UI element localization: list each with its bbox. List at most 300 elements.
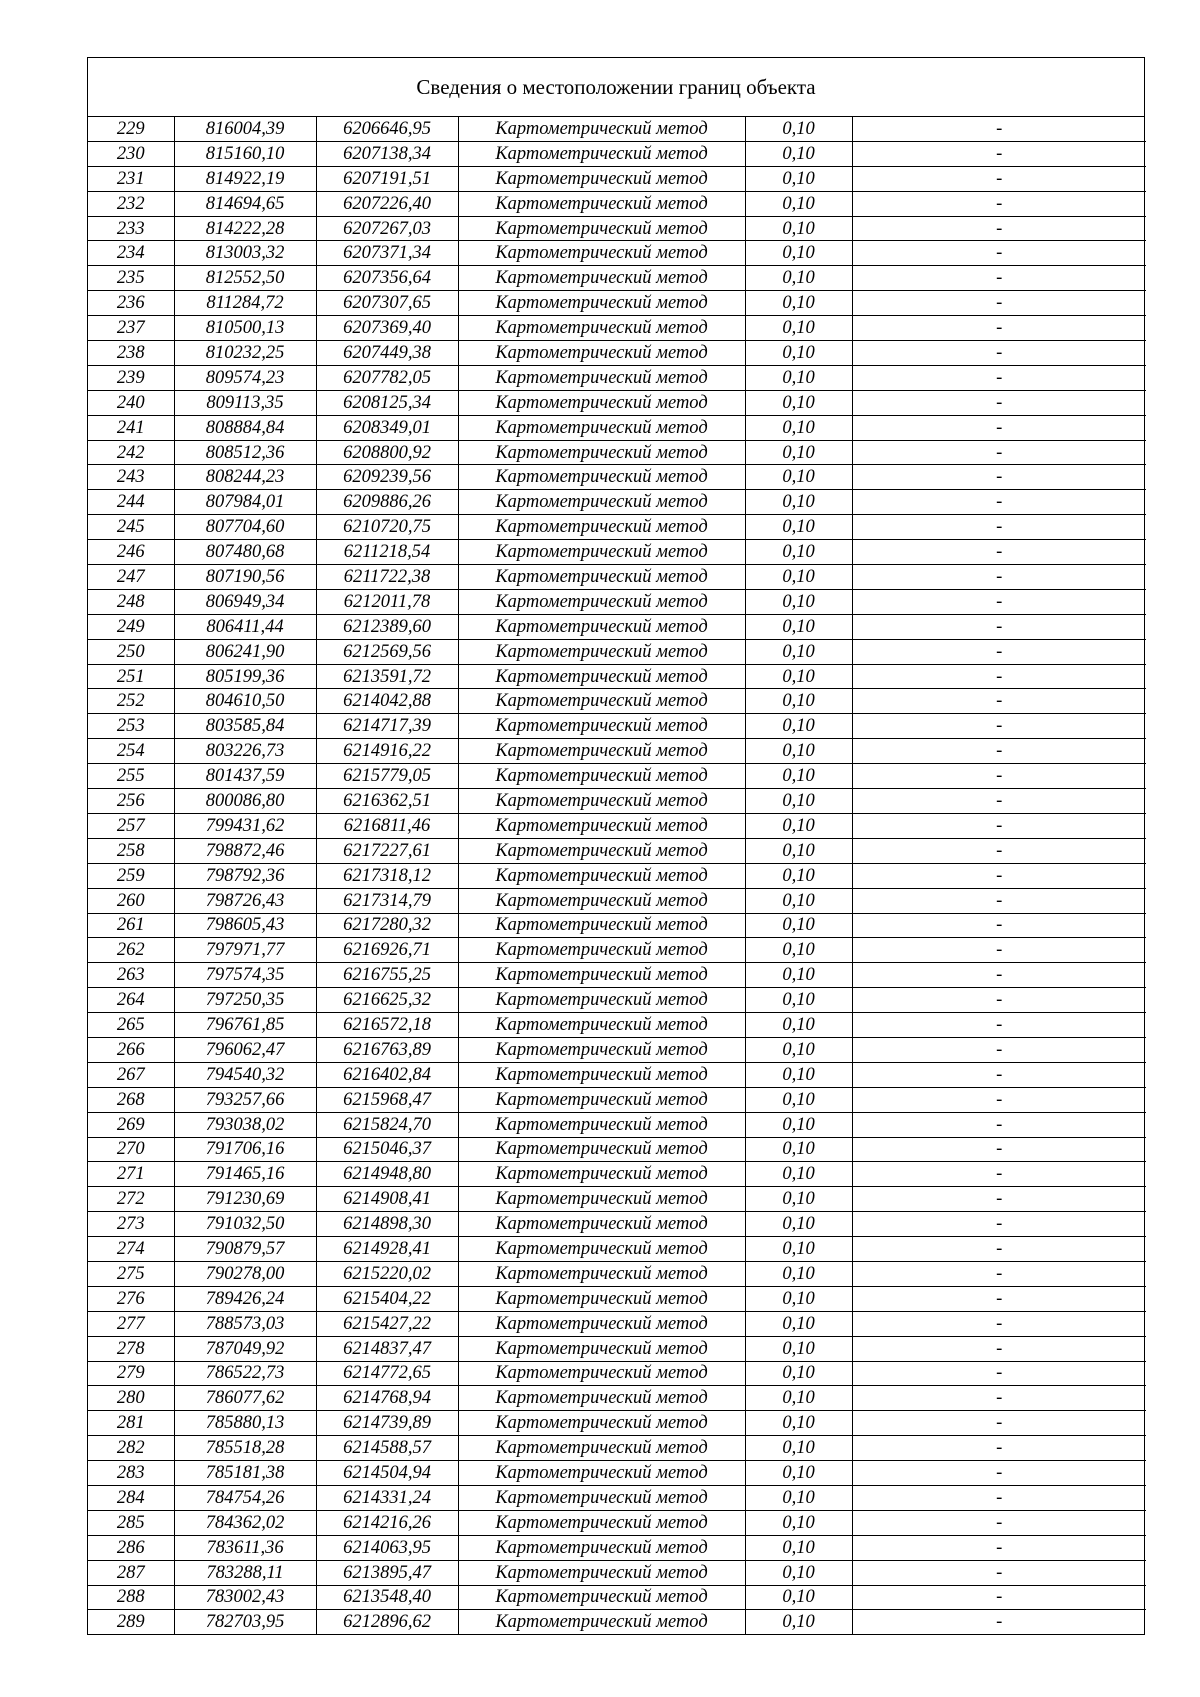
y-coordinate-cell: 6207369,40 bbox=[316, 316, 458, 341]
y-coordinate-cell: 6209886,26 bbox=[316, 490, 458, 515]
y-coordinate-cell: 6214916,22 bbox=[316, 739, 458, 764]
x-coordinate-cell: 791230,69 bbox=[174, 1187, 316, 1212]
method-cell: Картометрический метод bbox=[458, 1311, 745, 1336]
table-row bbox=[88, 191, 1146, 216]
description-cell: - bbox=[852, 1461, 1146, 1486]
description-cell: - bbox=[852, 639, 1146, 664]
y-coordinate-cell: 6214504,94 bbox=[316, 1461, 458, 1486]
x-coordinate-cell: 807984,01 bbox=[174, 490, 316, 515]
method-cell: Картометрический метод bbox=[458, 291, 745, 316]
description-cell: - bbox=[852, 1112, 1146, 1137]
boundary-table-sheet bbox=[87, 57, 1145, 1635]
method-cell: Картометрический метод bbox=[458, 1037, 745, 1062]
description-cell: - bbox=[852, 1037, 1146, 1062]
accuracy-cell: 0,10 bbox=[745, 266, 852, 291]
point-number-cell: 260 bbox=[88, 888, 174, 913]
table-row bbox=[88, 714, 1146, 739]
description-cell: - bbox=[852, 1510, 1146, 1535]
method-cell: Картометрический метод bbox=[458, 639, 745, 664]
point-number-cell: 267 bbox=[88, 1062, 174, 1087]
accuracy-cell: 0,10 bbox=[745, 241, 852, 266]
x-coordinate-cell: 801437,59 bbox=[174, 764, 316, 789]
method-cell: Картометрический метод bbox=[458, 1062, 745, 1087]
point-number-cell: 282 bbox=[88, 1436, 174, 1461]
x-coordinate-cell: 786522,73 bbox=[174, 1361, 316, 1386]
point-number-cell: 276 bbox=[88, 1286, 174, 1311]
point-number-cell: 250 bbox=[88, 639, 174, 664]
table-row bbox=[88, 465, 1146, 490]
accuracy-cell: 0,10 bbox=[745, 1560, 852, 1585]
y-coordinate-cell: 6209239,56 bbox=[316, 465, 458, 490]
x-coordinate-cell: 790879,57 bbox=[174, 1237, 316, 1262]
x-coordinate-cell: 816004,39 bbox=[174, 117, 316, 141]
table-row bbox=[88, 863, 1146, 888]
x-coordinate-cell: 784362,02 bbox=[174, 1510, 316, 1535]
method-cell: Картометрический метод bbox=[458, 1162, 745, 1187]
method-cell: Картометрический метод bbox=[458, 789, 745, 814]
accuracy-cell: 0,10 bbox=[745, 913, 852, 938]
description-cell: - bbox=[852, 714, 1146, 739]
y-coordinate-cell: 6207226,40 bbox=[316, 191, 458, 216]
table-row bbox=[88, 1261, 1146, 1286]
point-number-cell: 240 bbox=[88, 390, 174, 415]
method-cell: Картометрический метод bbox=[458, 689, 745, 714]
point-number-cell: 239 bbox=[88, 365, 174, 390]
y-coordinate-cell: 6216572,18 bbox=[316, 1013, 458, 1038]
point-number-cell: 253 bbox=[88, 714, 174, 739]
accuracy-cell: 0,10 bbox=[745, 1610, 852, 1634]
table-row bbox=[88, 1436, 1146, 1461]
accuracy-cell: 0,10 bbox=[745, 191, 852, 216]
accuracy-cell: 0,10 bbox=[745, 415, 852, 440]
description-cell: - bbox=[852, 888, 1146, 913]
point-number-cell: 286 bbox=[88, 1535, 174, 1560]
description-cell: - bbox=[852, 1610, 1146, 1634]
y-coordinate-cell: 6217280,32 bbox=[316, 913, 458, 938]
accuracy-cell: 0,10 bbox=[745, 515, 852, 540]
method-cell: Картометрический метод bbox=[458, 540, 745, 565]
x-coordinate-cell: 797971,77 bbox=[174, 938, 316, 963]
y-coordinate-cell: 6206646,95 bbox=[316, 117, 458, 141]
point-number-cell: 279 bbox=[88, 1361, 174, 1386]
method-cell: Картометрический метод bbox=[458, 1386, 745, 1411]
method-cell: Картометрический метод bbox=[458, 490, 745, 515]
method-cell: Картометрический метод bbox=[458, 316, 745, 341]
y-coordinate-cell: 6215779,05 bbox=[316, 764, 458, 789]
description-cell: - bbox=[852, 1212, 1146, 1237]
x-coordinate-cell: 783611,36 bbox=[174, 1535, 316, 1560]
table-row bbox=[88, 390, 1146, 415]
method-cell: Картометрический метод bbox=[458, 440, 745, 465]
description-cell: - bbox=[852, 963, 1146, 988]
y-coordinate-cell: 6214331,24 bbox=[316, 1485, 458, 1510]
accuracy-cell: 0,10 bbox=[745, 813, 852, 838]
y-coordinate-cell: 6216811,46 bbox=[316, 813, 458, 838]
x-coordinate-cell: 785880,13 bbox=[174, 1411, 316, 1436]
y-coordinate-cell: 6214928,41 bbox=[316, 1237, 458, 1262]
description-cell: - bbox=[852, 664, 1146, 689]
y-coordinate-cell: 6214908,41 bbox=[316, 1187, 458, 1212]
table-row bbox=[88, 1336, 1146, 1361]
point-number-cell: 254 bbox=[88, 739, 174, 764]
table-row bbox=[88, 540, 1146, 565]
point-number-cell: 229 bbox=[88, 117, 174, 141]
point-number-cell: 289 bbox=[88, 1610, 174, 1634]
description-cell: - bbox=[852, 1137, 1146, 1162]
description-cell: - bbox=[852, 540, 1146, 565]
accuracy-cell: 0,10 bbox=[745, 1212, 852, 1237]
y-coordinate-cell: 6214063,95 bbox=[316, 1535, 458, 1560]
table-row bbox=[88, 1386, 1146, 1411]
accuracy-cell: 0,10 bbox=[745, 341, 852, 366]
x-coordinate-cell: 804610,50 bbox=[174, 689, 316, 714]
x-coordinate-cell: 808884,84 bbox=[174, 415, 316, 440]
table-row bbox=[88, 589, 1146, 614]
x-coordinate-cell: 786077,62 bbox=[174, 1386, 316, 1411]
method-cell: Картометрический метод bbox=[458, 216, 745, 241]
table-row bbox=[88, 963, 1146, 988]
accuracy-cell: 0,10 bbox=[745, 863, 852, 888]
description-cell: - bbox=[852, 117, 1146, 141]
table-row bbox=[88, 614, 1146, 639]
x-coordinate-cell: 808512,36 bbox=[174, 440, 316, 465]
y-coordinate-cell: 6215046,37 bbox=[316, 1137, 458, 1162]
table-row bbox=[88, 1037, 1146, 1062]
table-row bbox=[88, 1137, 1146, 1162]
table-row bbox=[88, 1361, 1146, 1386]
method-cell: Картометрический метод bbox=[458, 166, 745, 191]
accuracy-cell: 0,10 bbox=[745, 465, 852, 490]
table-row bbox=[88, 1560, 1146, 1585]
description-cell: - bbox=[852, 1585, 1146, 1610]
table-body bbox=[88, 117, 1146, 1634]
point-number-cell: 231 bbox=[88, 166, 174, 191]
x-coordinate-cell: 808244,23 bbox=[174, 465, 316, 490]
y-coordinate-cell: 6212389,60 bbox=[316, 614, 458, 639]
table-row bbox=[88, 316, 1146, 341]
point-number-cell: 244 bbox=[88, 490, 174, 515]
method-cell: Картометрический метод bbox=[458, 1535, 745, 1560]
description-cell: - bbox=[852, 465, 1146, 490]
description-cell: - bbox=[852, 1311, 1146, 1336]
point-number-cell: 241 bbox=[88, 415, 174, 440]
point-number-cell: 258 bbox=[88, 838, 174, 863]
point-number-cell: 233 bbox=[88, 216, 174, 241]
x-coordinate-cell: 813003,32 bbox=[174, 241, 316, 266]
y-coordinate-cell: 6214042,88 bbox=[316, 689, 458, 714]
table-row bbox=[88, 888, 1146, 913]
point-number-cell: 249 bbox=[88, 614, 174, 639]
accuracy-cell: 0,10 bbox=[745, 589, 852, 614]
x-coordinate-cell: 805199,36 bbox=[174, 664, 316, 689]
y-coordinate-cell: 6207267,03 bbox=[316, 216, 458, 241]
point-number-cell: 234 bbox=[88, 241, 174, 266]
table-row bbox=[88, 1162, 1146, 1187]
x-coordinate-cell: 814222,28 bbox=[174, 216, 316, 241]
description-cell: - bbox=[852, 614, 1146, 639]
point-number-cell: 238 bbox=[88, 341, 174, 366]
table-row bbox=[88, 1112, 1146, 1137]
description-cell: - bbox=[852, 1436, 1146, 1461]
x-coordinate-cell: 791465,16 bbox=[174, 1162, 316, 1187]
point-number-cell: 247 bbox=[88, 565, 174, 590]
table-row bbox=[88, 141, 1146, 166]
accuracy-cell: 0,10 bbox=[745, 1361, 852, 1386]
point-number-cell: 272 bbox=[88, 1187, 174, 1212]
method-cell: Картометрический метод bbox=[458, 1436, 745, 1461]
description-cell: - bbox=[852, 938, 1146, 963]
point-number-cell: 281 bbox=[88, 1411, 174, 1436]
x-coordinate-cell: 803226,73 bbox=[174, 739, 316, 764]
method-cell: Картометрический метод bbox=[458, 938, 745, 963]
method-cell: Картометрический метод bbox=[458, 1336, 745, 1361]
method-cell: Картометрический метод bbox=[458, 241, 745, 266]
x-coordinate-cell: 796062,47 bbox=[174, 1037, 316, 1062]
table-row bbox=[88, 689, 1146, 714]
method-cell: Картометрический метод bbox=[458, 191, 745, 216]
x-coordinate-cell: 811284,72 bbox=[174, 291, 316, 316]
method-cell: Картометрический метод bbox=[458, 589, 745, 614]
accuracy-cell: 0,10 bbox=[745, 291, 852, 316]
description-cell: - bbox=[852, 166, 1146, 191]
description-cell: - bbox=[852, 490, 1146, 515]
method-cell: Картометрический метод bbox=[458, 1461, 745, 1486]
x-coordinate-cell: 807190,56 bbox=[174, 565, 316, 590]
point-number-cell: 287 bbox=[88, 1560, 174, 1585]
y-coordinate-cell: 6217314,79 bbox=[316, 888, 458, 913]
x-coordinate-cell: 793257,66 bbox=[174, 1087, 316, 1112]
method-cell: Картометрический метод bbox=[458, 1112, 745, 1137]
y-coordinate-cell: 6216763,89 bbox=[316, 1037, 458, 1062]
description-cell: - bbox=[852, 241, 1146, 266]
point-number-cell: 264 bbox=[88, 988, 174, 1013]
accuracy-cell: 0,10 bbox=[745, 1585, 852, 1610]
point-number-cell: 265 bbox=[88, 1013, 174, 1038]
table-row bbox=[88, 1286, 1146, 1311]
x-coordinate-cell: 788573,03 bbox=[174, 1311, 316, 1336]
method-cell: Картометрический метод bbox=[458, 390, 745, 415]
x-coordinate-cell: 800086,80 bbox=[174, 789, 316, 814]
point-number-cell: 235 bbox=[88, 266, 174, 291]
y-coordinate-cell: 6216402,84 bbox=[316, 1062, 458, 1087]
description-cell: - bbox=[852, 1286, 1146, 1311]
table-row bbox=[88, 1013, 1146, 1038]
table-row bbox=[88, 1610, 1146, 1634]
y-coordinate-cell: 6214588,57 bbox=[316, 1436, 458, 1461]
description-cell: - bbox=[852, 1013, 1146, 1038]
description-cell: - bbox=[852, 789, 1146, 814]
x-coordinate-cell: 798792,36 bbox=[174, 863, 316, 888]
method-cell: Картометрический метод bbox=[458, 913, 745, 938]
method-cell: Картометрический метод bbox=[458, 117, 745, 141]
x-coordinate-cell: 815160,10 bbox=[174, 141, 316, 166]
point-number-cell: 237 bbox=[88, 316, 174, 341]
table-row bbox=[88, 1311, 1146, 1336]
method-cell: Картометрический метод bbox=[458, 365, 745, 390]
description-cell: - bbox=[852, 565, 1146, 590]
y-coordinate-cell: 6207356,64 bbox=[316, 266, 458, 291]
y-coordinate-cell: 6212569,56 bbox=[316, 639, 458, 664]
accuracy-cell: 0,10 bbox=[745, 689, 852, 714]
x-coordinate-cell: 806411,44 bbox=[174, 614, 316, 639]
method-cell: Картометрический метод bbox=[458, 341, 745, 366]
description-cell: - bbox=[852, 988, 1146, 1013]
y-coordinate-cell: 6212011,78 bbox=[316, 589, 458, 614]
description-cell: - bbox=[852, 1411, 1146, 1436]
method-cell: Картометрический метод bbox=[458, 838, 745, 863]
y-coordinate-cell: 6207371,34 bbox=[316, 241, 458, 266]
x-coordinate-cell: 807480,68 bbox=[174, 540, 316, 565]
point-number-cell: 243 bbox=[88, 465, 174, 490]
y-coordinate-cell: 6216755,25 bbox=[316, 963, 458, 988]
point-number-cell: 242 bbox=[88, 440, 174, 465]
point-number-cell: 257 bbox=[88, 813, 174, 838]
accuracy-cell: 0,10 bbox=[745, 1461, 852, 1486]
y-coordinate-cell: 6214768,94 bbox=[316, 1386, 458, 1411]
table-row bbox=[88, 341, 1146, 366]
point-number-cell: 256 bbox=[88, 789, 174, 814]
description-cell: - bbox=[852, 838, 1146, 863]
accuracy-cell: 0,10 bbox=[745, 1013, 852, 1038]
accuracy-cell: 0,10 bbox=[745, 141, 852, 166]
y-coordinate-cell: 6207307,65 bbox=[316, 291, 458, 316]
y-coordinate-cell: 6212896,62 bbox=[316, 1610, 458, 1634]
accuracy-cell: 0,10 bbox=[745, 117, 852, 141]
method-cell: Картометрический метод bbox=[458, 963, 745, 988]
description-cell: - bbox=[852, 365, 1146, 390]
x-coordinate-cell: 782703,95 bbox=[174, 1610, 316, 1634]
y-coordinate-cell: 6216362,51 bbox=[316, 789, 458, 814]
accuracy-cell: 0,10 bbox=[745, 565, 852, 590]
table-row bbox=[88, 365, 1146, 390]
x-coordinate-cell: 812552,50 bbox=[174, 266, 316, 291]
y-coordinate-cell: 6214772,65 bbox=[316, 1361, 458, 1386]
x-coordinate-cell: 784754,26 bbox=[174, 1485, 316, 1510]
point-number-cell: 230 bbox=[88, 141, 174, 166]
x-coordinate-cell: 793038,02 bbox=[174, 1112, 316, 1137]
y-coordinate-cell: 6211722,38 bbox=[316, 565, 458, 590]
accuracy-cell: 0,10 bbox=[745, 714, 852, 739]
table-row bbox=[88, 838, 1146, 863]
table-row bbox=[88, 241, 1146, 266]
y-coordinate-cell: 6207138,34 bbox=[316, 141, 458, 166]
accuracy-cell: 0,10 bbox=[745, 1286, 852, 1311]
accuracy-cell: 0,10 bbox=[745, 216, 852, 241]
accuracy-cell: 0,10 bbox=[745, 166, 852, 191]
method-cell: Картометрический метод bbox=[458, 1212, 745, 1237]
x-coordinate-cell: 796761,85 bbox=[174, 1013, 316, 1038]
description-cell: - bbox=[852, 913, 1146, 938]
description-cell: - bbox=[852, 1062, 1146, 1087]
table-row bbox=[88, 490, 1146, 515]
accuracy-cell: 0,10 bbox=[745, 614, 852, 639]
method-cell: Картометрический метод bbox=[458, 1411, 745, 1436]
description-cell: - bbox=[852, 1087, 1146, 1112]
description-cell: - bbox=[852, 689, 1146, 714]
method-cell: Картометрический метод bbox=[458, 141, 745, 166]
y-coordinate-cell: 6211218,54 bbox=[316, 540, 458, 565]
table-row bbox=[88, 988, 1146, 1013]
y-coordinate-cell: 6215404,22 bbox=[316, 1286, 458, 1311]
boundary-points-table bbox=[88, 117, 1146, 1634]
description-cell: - bbox=[852, 739, 1146, 764]
table-row bbox=[88, 1461, 1146, 1486]
y-coordinate-cell: 6215968,47 bbox=[316, 1087, 458, 1112]
description-cell: - bbox=[852, 341, 1146, 366]
method-cell: Картометрический метод bbox=[458, 813, 745, 838]
method-cell: Картометрический метод bbox=[458, 266, 745, 291]
y-coordinate-cell: 6208349,01 bbox=[316, 415, 458, 440]
description-cell: - bbox=[852, 863, 1146, 888]
accuracy-cell: 0,10 bbox=[745, 938, 852, 963]
y-coordinate-cell: 6213548,40 bbox=[316, 1585, 458, 1610]
method-cell: Картометрический метод bbox=[458, 1361, 745, 1386]
point-number-cell: 274 bbox=[88, 1237, 174, 1262]
point-number-cell: 251 bbox=[88, 664, 174, 689]
method-cell: Картометрический метод bbox=[458, 1261, 745, 1286]
description-cell: - bbox=[852, 266, 1146, 291]
method-cell: Картометрический метод bbox=[458, 1187, 745, 1212]
method-cell: Картометрический метод bbox=[458, 565, 745, 590]
x-coordinate-cell: 783002,43 bbox=[174, 1585, 316, 1610]
method-cell: Картометрический метод bbox=[458, 1013, 745, 1038]
accuracy-cell: 0,10 bbox=[745, 1087, 852, 1112]
method-cell: Картометрический метод bbox=[458, 863, 745, 888]
point-number-cell: 246 bbox=[88, 540, 174, 565]
method-cell: Картометрический метод bbox=[458, 739, 745, 764]
description-cell: - bbox=[852, 1485, 1146, 1510]
table-row bbox=[88, 813, 1146, 838]
y-coordinate-cell: 6210720,75 bbox=[316, 515, 458, 540]
table-row bbox=[88, 739, 1146, 764]
y-coordinate-cell: 6217318,12 bbox=[316, 863, 458, 888]
accuracy-cell: 0,10 bbox=[745, 1187, 852, 1212]
method-cell: Картометрический метод bbox=[458, 714, 745, 739]
method-cell: Картометрический метод bbox=[458, 1137, 745, 1162]
table-row bbox=[88, 1510, 1146, 1535]
point-number-cell: 262 bbox=[88, 938, 174, 963]
accuracy-cell: 0,10 bbox=[745, 1037, 852, 1062]
y-coordinate-cell: 6208800,92 bbox=[316, 440, 458, 465]
table-row bbox=[88, 764, 1146, 789]
description-cell: - bbox=[852, 291, 1146, 316]
table-row bbox=[88, 913, 1146, 938]
accuracy-cell: 0,10 bbox=[745, 1411, 852, 1436]
x-coordinate-cell: 798872,46 bbox=[174, 838, 316, 863]
method-cell: Картометрический метод bbox=[458, 465, 745, 490]
accuracy-cell: 0,10 bbox=[745, 764, 852, 789]
table-row bbox=[88, 440, 1146, 465]
method-cell: Картометрический метод bbox=[458, 1610, 745, 1634]
y-coordinate-cell: 6214739,89 bbox=[316, 1411, 458, 1436]
y-coordinate-cell: 6213591,72 bbox=[316, 664, 458, 689]
accuracy-cell: 0,10 bbox=[745, 540, 852, 565]
table-row bbox=[88, 565, 1146, 590]
accuracy-cell: 0,10 bbox=[745, 365, 852, 390]
x-coordinate-cell: 810500,13 bbox=[174, 316, 316, 341]
x-coordinate-cell: 798605,43 bbox=[174, 913, 316, 938]
point-number-cell: 280 bbox=[88, 1386, 174, 1411]
y-coordinate-cell: 6217227,61 bbox=[316, 838, 458, 863]
point-number-cell: 261 bbox=[88, 913, 174, 938]
x-coordinate-cell: 814922,19 bbox=[174, 166, 316, 191]
y-coordinate-cell: 6213895,47 bbox=[316, 1560, 458, 1585]
method-cell: Картометрический метод bbox=[458, 415, 745, 440]
method-cell: Картометрический метод bbox=[458, 1510, 745, 1535]
table-row bbox=[88, 117, 1146, 141]
description-cell: - bbox=[852, 589, 1146, 614]
point-number-cell: 232 bbox=[88, 191, 174, 216]
